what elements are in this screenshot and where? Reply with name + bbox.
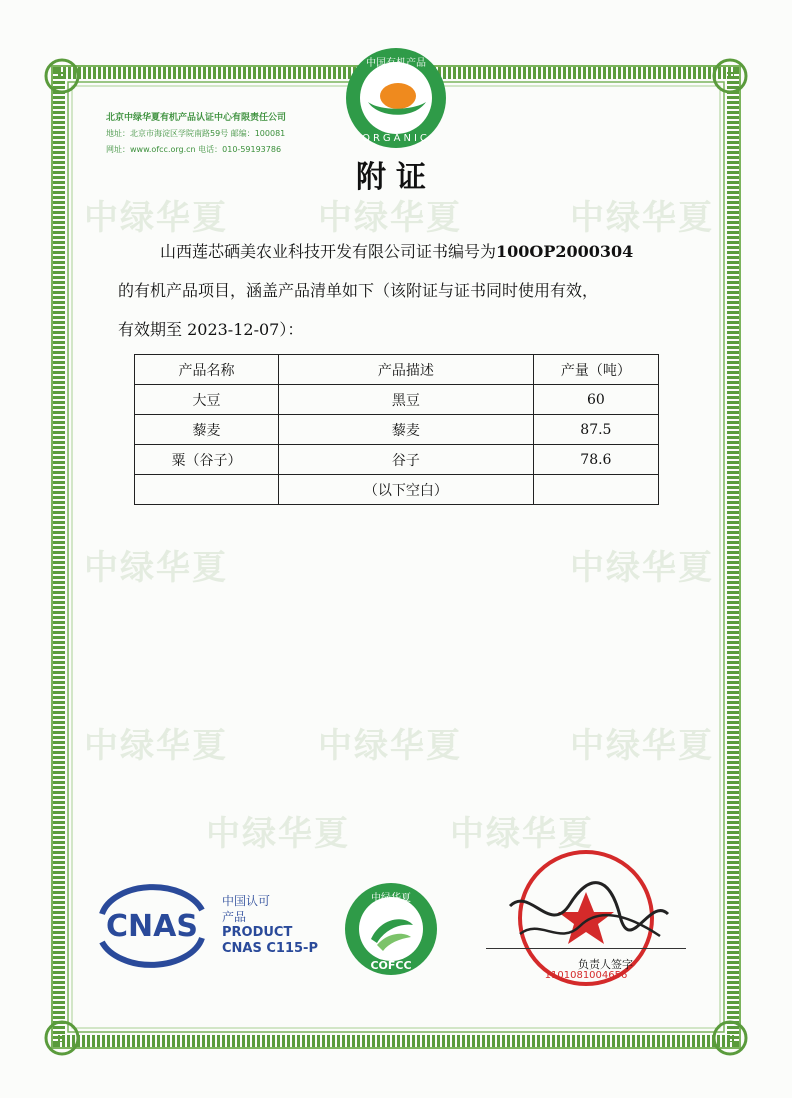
intro-line1: 山西莲芯硒美农业科技开发有限公司证书编号为	[160, 242, 497, 261]
watermark: 中绿华夏	[570, 548, 714, 588]
issuer-address: 地址：北京市海淀区学院南路59号 邮编：100081	[106, 129, 286, 138]
table-row	[135, 445, 659, 475]
watermark: 中绿华夏	[570, 726, 714, 766]
watermark: 中绿华夏	[318, 198, 462, 238]
cell-product-name: 大豆	[135, 385, 279, 415]
product-table	[134, 354, 659, 505]
cell-product-description: （以下空白）	[278, 475, 533, 505]
cnas-line3: PRODUCT	[222, 925, 293, 940]
header-product-description: 产品描述	[278, 355, 533, 385]
signature-label: 负责人签字	[578, 958, 633, 971]
cell-product-name: 粟（谷子）	[135, 445, 279, 475]
certificate-number: 100OP2000304	[496, 242, 634, 261]
page-title: 附证	[356, 160, 436, 195]
cofcc-logo-icon	[343, 881, 439, 977]
cnas-accreditation-text	[222, 893, 318, 957]
table-row	[135, 475, 659, 505]
cnas-line1: 中国认可	[222, 894, 271, 908]
cofcc-bottom-text: COFCC	[370, 959, 412, 972]
cell-output	[533, 475, 658, 505]
signature-line	[486, 948, 686, 949]
header-output: 产量（吨）	[533, 355, 658, 385]
watermark: 中绿华夏	[84, 548, 228, 588]
cell-product-description: 黑豆	[278, 385, 533, 415]
cell-output: 78.6	[533, 445, 658, 475]
cnas-line2: 产品	[222, 910, 247, 924]
official-seal-icon	[500, 846, 676, 996]
watermark: 中绿华夏	[318, 726, 462, 766]
cell-product-description: 谷子	[278, 445, 533, 475]
cell-product-name: 藜麦	[135, 415, 279, 445]
watermark: 中绿华夏	[84, 198, 228, 238]
watermark: 中绿华夏	[206, 814, 350, 854]
watermark: 中绿华夏	[570, 198, 714, 238]
cofcc-top-text: 中绿华夏	[371, 893, 411, 904]
table-row	[135, 385, 659, 415]
intro-line2: 的有机产品项目，涵盖产品清单如下（该附证与证书同时使用有效，	[118, 281, 599, 300]
header-product-name: 产品名称	[135, 355, 279, 385]
cell-output: 87.5	[533, 415, 658, 445]
cell-product-description: 藜麦	[278, 415, 533, 445]
logo-ring-text: 中国有机产品	[366, 58, 426, 69]
issuer-block	[106, 110, 286, 158]
issuer-name: 北京中绿华夏有机产品认证中心有限责任公司	[106, 113, 287, 123]
logo-bottom-text: ORGANIC	[362, 133, 430, 144]
cnas-logo-icon	[90, 880, 214, 972]
intro-line3: 有效期至 2023-12-07）：	[118, 320, 304, 339]
watermark: 中绿华夏	[84, 726, 228, 766]
organic-logo-icon	[344, 46, 448, 150]
seal-number: 1101081004656	[544, 970, 628, 981]
issuer-website: 网址：www.ofcc.org.cn 电话：010-59193786	[106, 145, 282, 154]
cell-output: 60	[533, 385, 658, 415]
cell-product-name	[135, 475, 279, 505]
cnas-line4: CNAS C115-P	[222, 941, 318, 956]
intro-paragraph	[118, 232, 688, 349]
table-row	[135, 415, 659, 445]
cnas-logo-text: CNAS	[106, 909, 198, 944]
watermark: 中绿华夏	[450, 814, 594, 854]
table-header-row	[135, 355, 659, 385]
